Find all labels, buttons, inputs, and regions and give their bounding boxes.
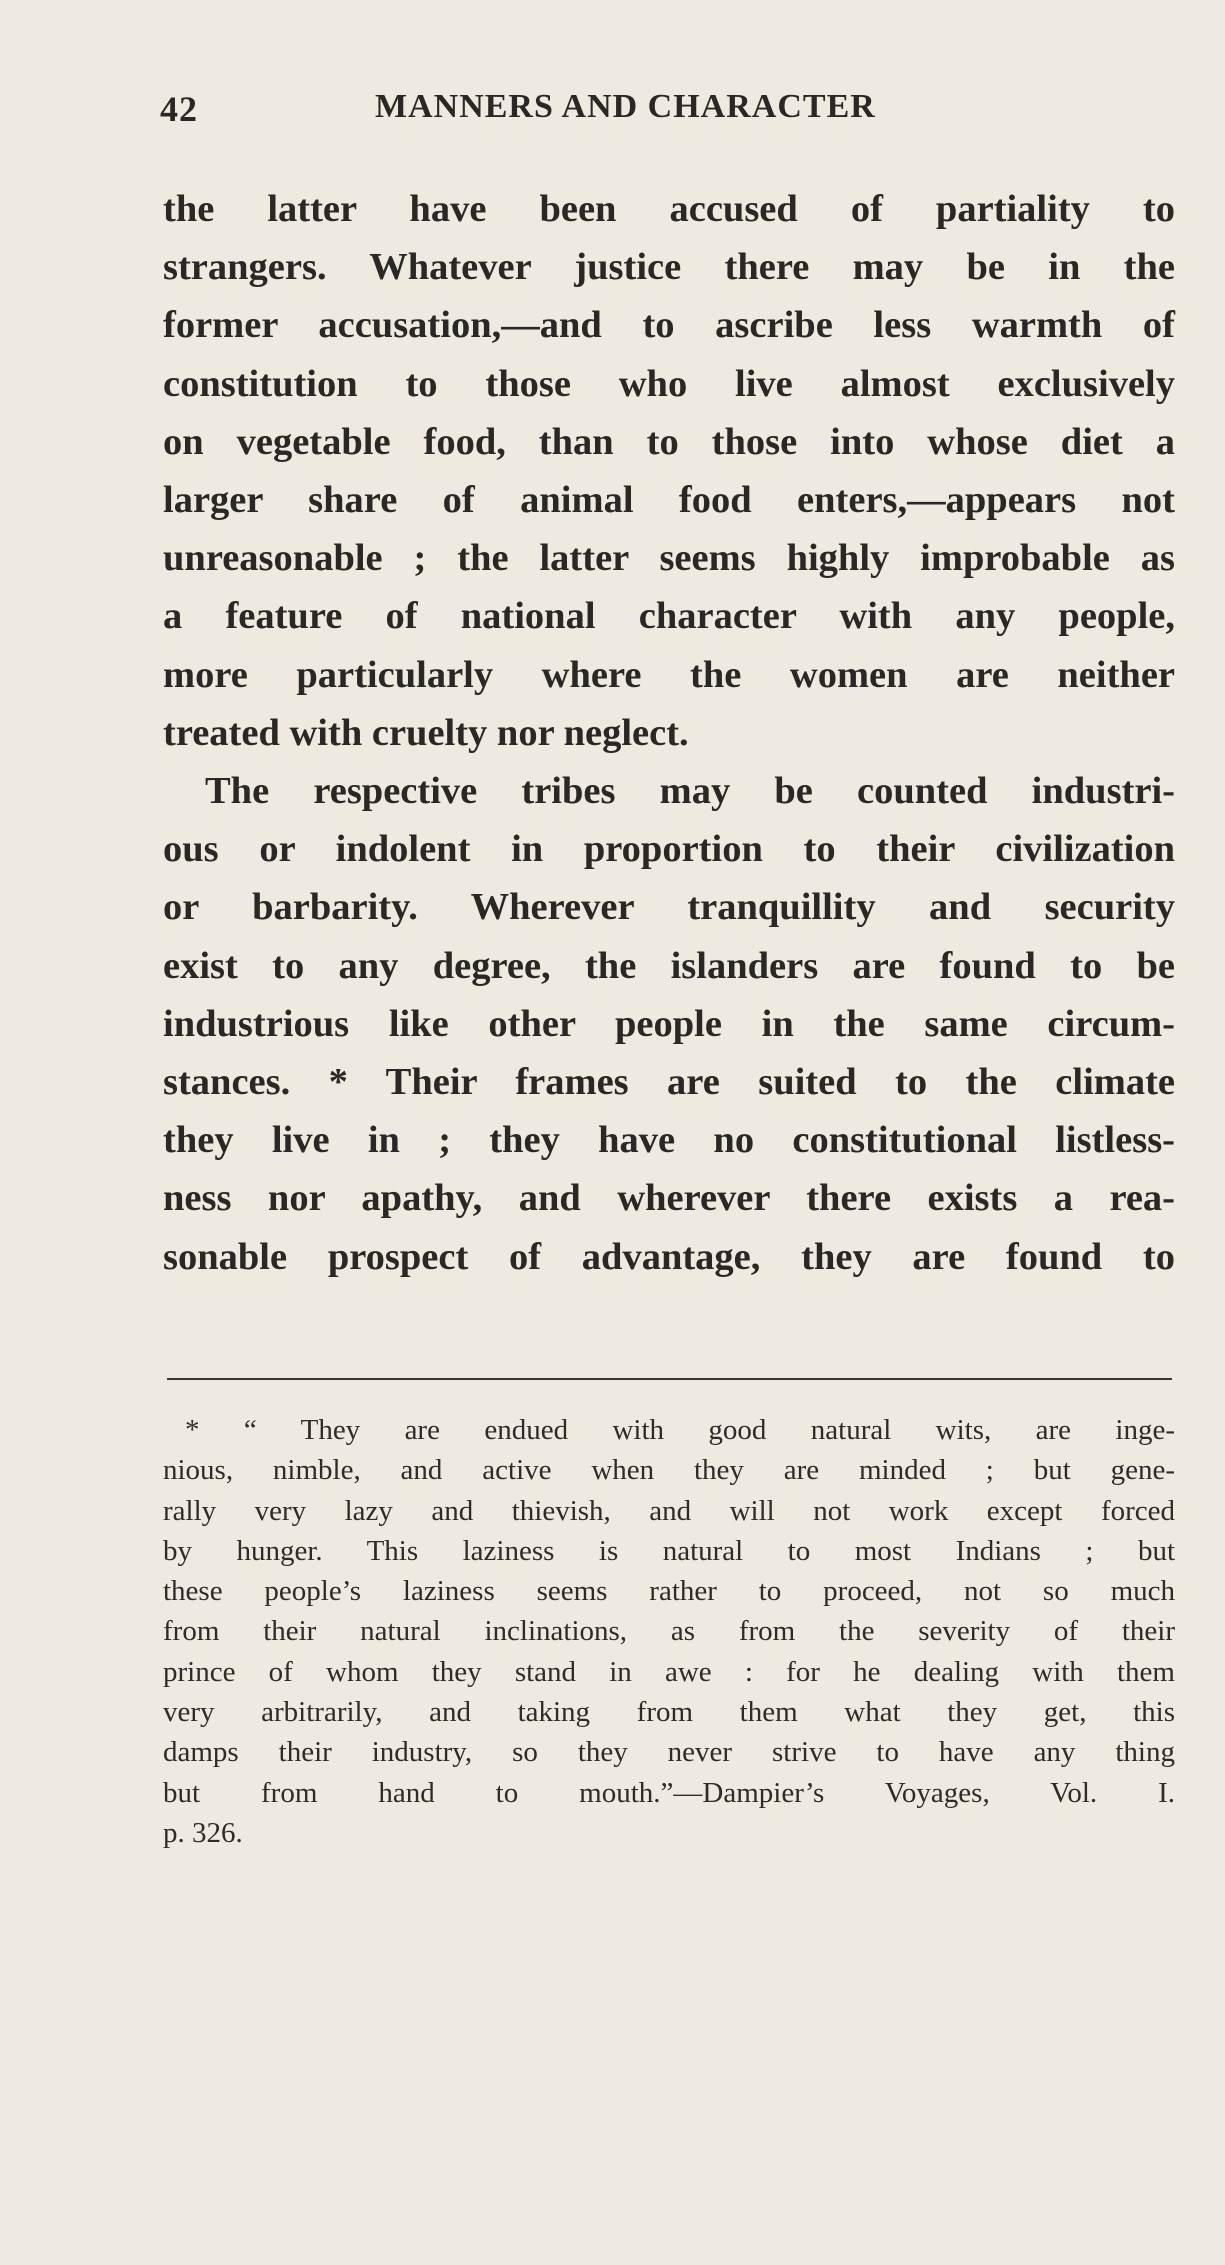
footnote-divider <box>167 1378 1172 1380</box>
text-line: strangers. Whatever justice there may be in the <box>163 246 1175 289</box>
running-title: MANNERS AND CHARACTER <box>375 88 876 125</box>
text-line: stances. * Their frames are suited to the climate <box>163 1061 1175 1104</box>
main-text <box>163 180 1175 1286</box>
text-line: unreasonable ; the latter seems highly improbable as <box>163 537 1175 580</box>
text-line: ness nor apathy, and wherever there exists a rea- <box>163 1177 1175 1220</box>
footnote-line: p. 326. <box>163 1816 243 1849</box>
text-line: industrious like other people in the same circum- <box>163 1002 1175 1045</box>
footnote-line: damps their industry, so they never strive to have any thing <box>163 1736 1175 1769</box>
text-line: constitution to those who live almost exclusively <box>163 362 1175 405</box>
text-line: on vegetable food, than to those into whose diet a <box>163 420 1175 463</box>
text-line: they live in ; they have no constitutional listless- <box>163 1119 1175 1162</box>
text-line: more particularly where the women are neither <box>163 653 1175 696</box>
footnote-line: very arbitrarily, and taking from them what they get, this <box>163 1696 1175 1729</box>
footnote-line: from their natural inclinations, as from the severity of their <box>163 1615 1175 1648</box>
page-number: 42 <box>160 89 198 129</box>
text-line: the latter have been accused of partiality to <box>163 188 1175 230</box>
footnote-line: rally very lazy and thievish, and will not work except forced <box>163 1494 1175 1527</box>
footnote <box>163 1410 1175 1853</box>
footnote-line: prince of whom they stand in awe : for he dealing with them <box>163 1655 1175 1688</box>
footnote-line: nious, nimble, and active when they are minded ; but gene- <box>163 1454 1175 1487</box>
text-line: a feature of national character with any people, <box>163 595 1175 638</box>
text-line: larger share of animal food enters,—appears not <box>163 479 1175 522</box>
paragraph-start-line: The respective tribes may be counted industri- <box>205 770 1175 813</box>
text-line: or barbarity. Wherever tranquillity and security <box>163 886 1175 929</box>
text-line: former accusation,—and to ascribe less warmth of <box>163 304 1175 347</box>
text-line: exist to any degree, the islanders are found to be <box>163 944 1175 987</box>
text-line: sonable prospect of advantage, they are found to <box>163 1235 1175 1278</box>
text-line: ous or indolent in proportion to their civilization <box>163 828 1175 871</box>
footnote-line: by hunger. This laziness is natural to most Indians ; but <box>163 1534 1175 1567</box>
footnote-line: these people’s laziness seems rather to proceed, not so much <box>163 1575 1175 1608</box>
page-header <box>160 88 1080 138</box>
text-line: treated with cruelty nor neglect. <box>163 711 689 754</box>
footnote-line: * “ They are endued with good natural wits, are inge- <box>185 1414 1175 1446</box>
footnote-line: but from hand to mouth.”—Dampier’s Voyages, Vol. I. <box>163 1776 1175 1809</box>
